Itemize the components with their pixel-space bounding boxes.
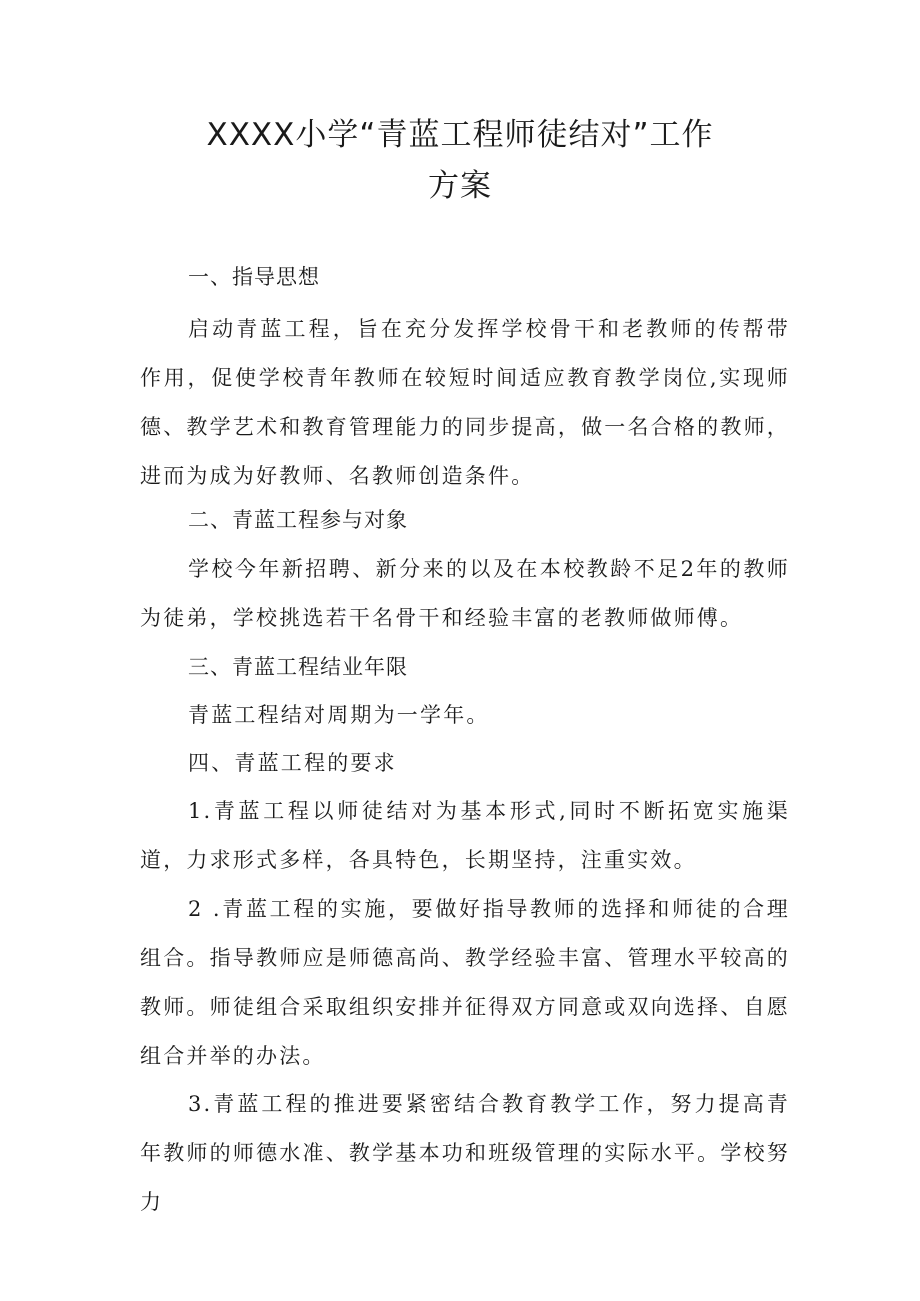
paragraph-duration: 青蓝工程结对周期为一学年。 (188, 703, 490, 727)
section-heading-guiding-thought: 一、指导思想 (188, 265, 320, 289)
paragraph-requirement-3: 3.青蓝工程的推进要紧密结合教育教学工作，努力提高青年教师的师德水准、教学基本功和班级管理的实际水平。学校努力 (140, 1092, 790, 1214)
paragraph-guiding-thought: 启动青蓝工程，旨在充分发挥学校骨干和老教师的传帮带作用，促使学校青年教师在较短时间适应教育教学岗位,实现师德、教学艺术和教育管理能力的同步提高，做一名合格的教师，进而为成为好教师、名教师创造条件。 (140, 317, 790, 488)
section-heading-participants: 二、青蓝工程参与对象 (188, 508, 408, 532)
section-heading-requirements: 四、青蓝工程的要求 (188, 751, 397, 775)
document-title-line1: XXXX小学“青蓝工程师徒结对”工作 (206, 117, 714, 153)
paragraph-participants: 学校今年新招聘、新分来的以及在本校教龄不足2年的教师为徒弟，学校挑选若干名骨干和经验丰富的老教师做师傅。 (140, 557, 790, 630)
paragraph-requirement-2: 2 .青蓝工程的实施，要做好指导教师的选择和师徒的合理组合。指导教师应是师德高尚、教学经验丰富、管理水平较高的教师。师徒组合采取组织安排并征得双方同意或双向选择、自愿组合并举的办法。 (140, 897, 790, 1068)
paragraph-requirement-1: 1.青蓝工程以师徒结对为基本形式,同时不断拓宽实施渠道，力求形式多样，各具特色，长期坚持，注重实效。 (140, 799, 790, 872)
document-title-line2: 方案 (428, 168, 492, 204)
section-heading-duration: 三、青蓝工程结业年限 (188, 655, 408, 679)
